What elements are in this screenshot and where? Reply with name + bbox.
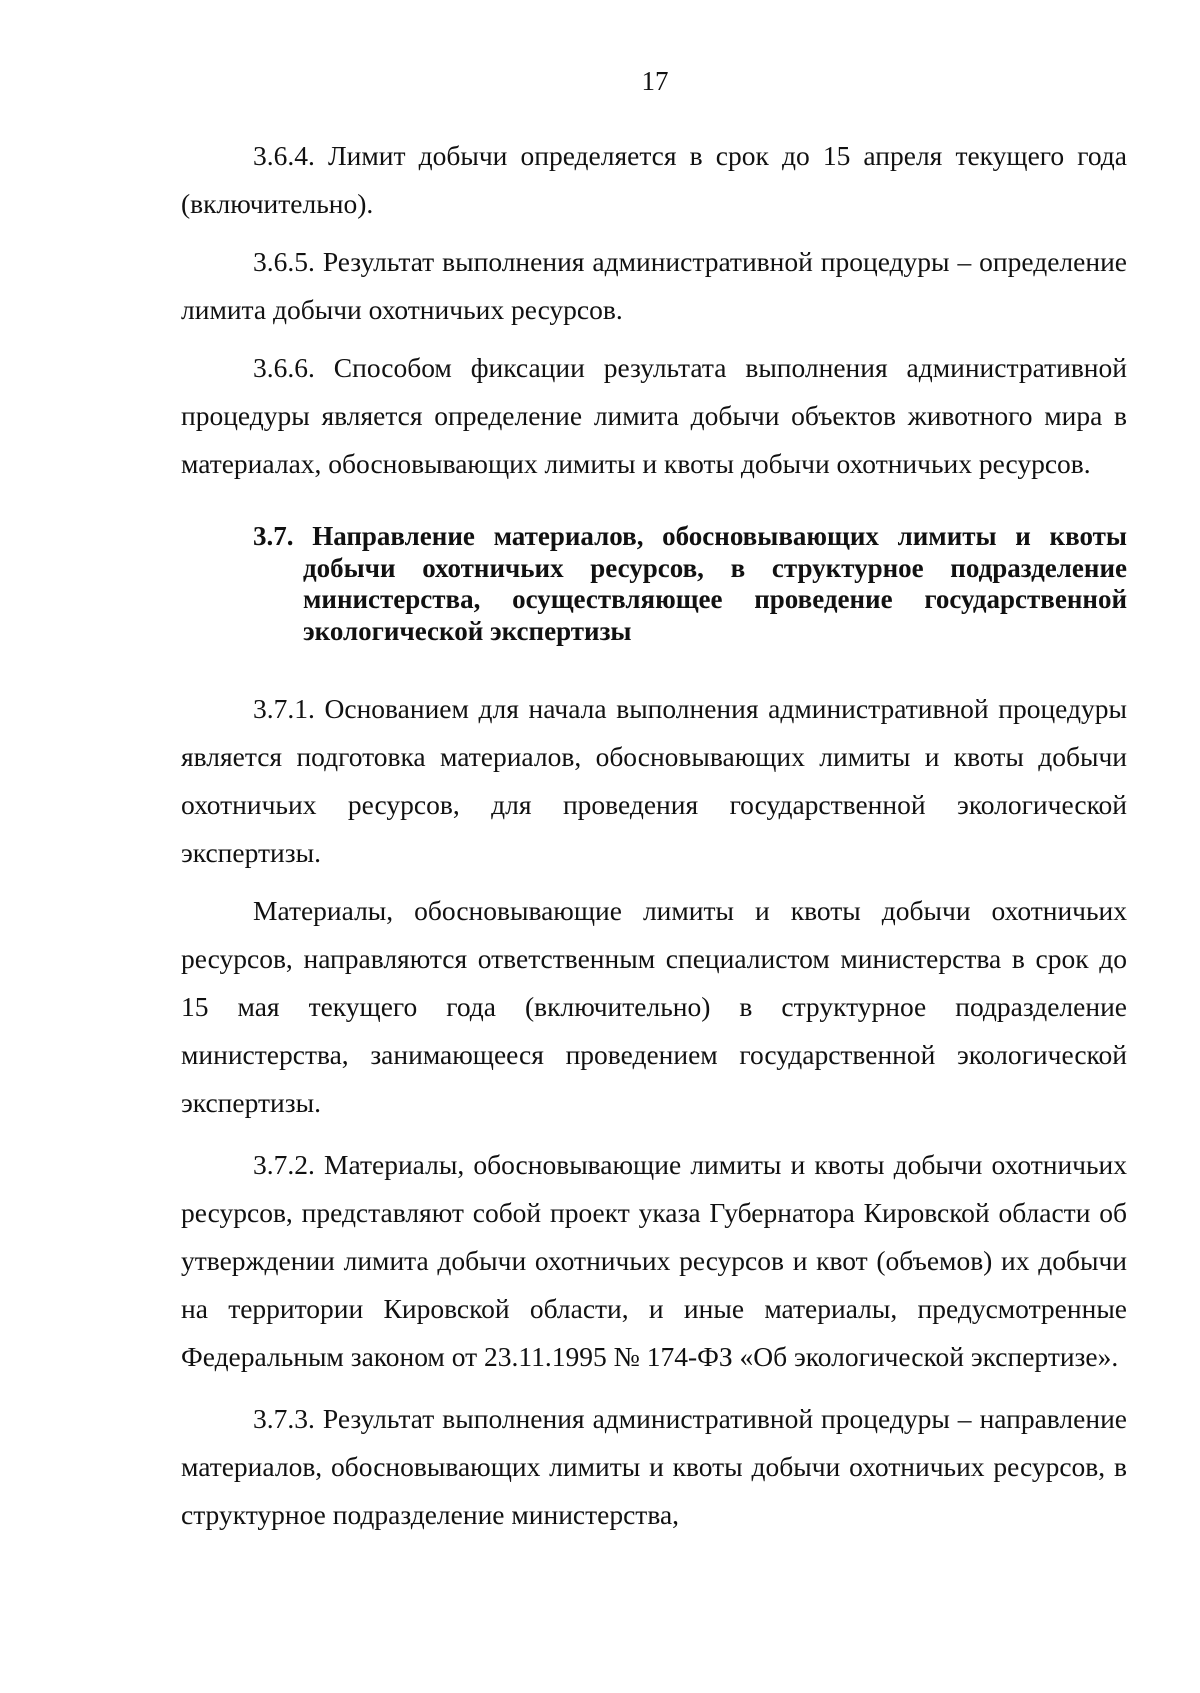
paragraph-3-7-2: 3.7.2. Материалы, обосновывающие лимиты и квоты добычи охотничьих ресурсов, представляют собой проект указа Губернатора Кировской области об утверждении лимита добычи охотничьих ресурсов и квот (объемов) их добычи на территории Кировской области, и иные материалы, предусмотренные Федеральным законом от 23.11.1995 № 174-ФЗ «Об экологической экспертизе». [181, 1149, 1127, 1372]
document-body [181, 132, 1127, 1539]
page-number: 17 [641, 66, 669, 96]
paragraph-3-7-1-continued: Материалы, обосновывающие лимиты и квоты добычи охотничьих ресурсов, направляются ответственным специалистом министерства в срок до 15 мая текущего года (включительно) в структурное подразделение министерства, занимающееся проведением государственной экологической экспертизы. [181, 895, 1127, 1118]
paragraph-3-6-5: 3.6.5. Результат выполнения административной процедуры – определение лимита добычи охотничьих ресурсов. [181, 246, 1127, 325]
section-heading-text: 3.7. Направление материалов, обосновывающих лимиты и квоты добычи охотничьих ресурсов, в структурное подразделение министерства, осуществляющее проведение государственной экологической экспертизы [253, 521, 1127, 646]
paragraph-3-7-3: 3.7.3. Результат выполнения административной процедуры – направление материалов, обосновывающих лимиты и квоты добычи охотничьих ресурсов, в структурное подразделение министерства, [181, 1403, 1127, 1530]
paragraph-3-6-6: 3.6.6. Способом фиксации результата выполнения административной процедуры является определение лимита добычи объектов животного мира в материалах, обосновывающих лимиты и квоты добычи охотничьих ресурсов. [181, 352, 1127, 479]
paragraph-3-7-1: 3.7.1. Основанием для начала выполнения административной процедуры является подготовка материалов, обосновывающих лимиты и квоты добычи охотничьих ресурсов, для проведения государственной экологической экспертизы. [181, 693, 1127, 868]
paragraph-3-6-4: 3.6.4. Лимит добычи определяется в срок до 15 апреля текущего года (включительно). [181, 140, 1127, 219]
section-heading-3-7 [181, 521, 1127, 647]
